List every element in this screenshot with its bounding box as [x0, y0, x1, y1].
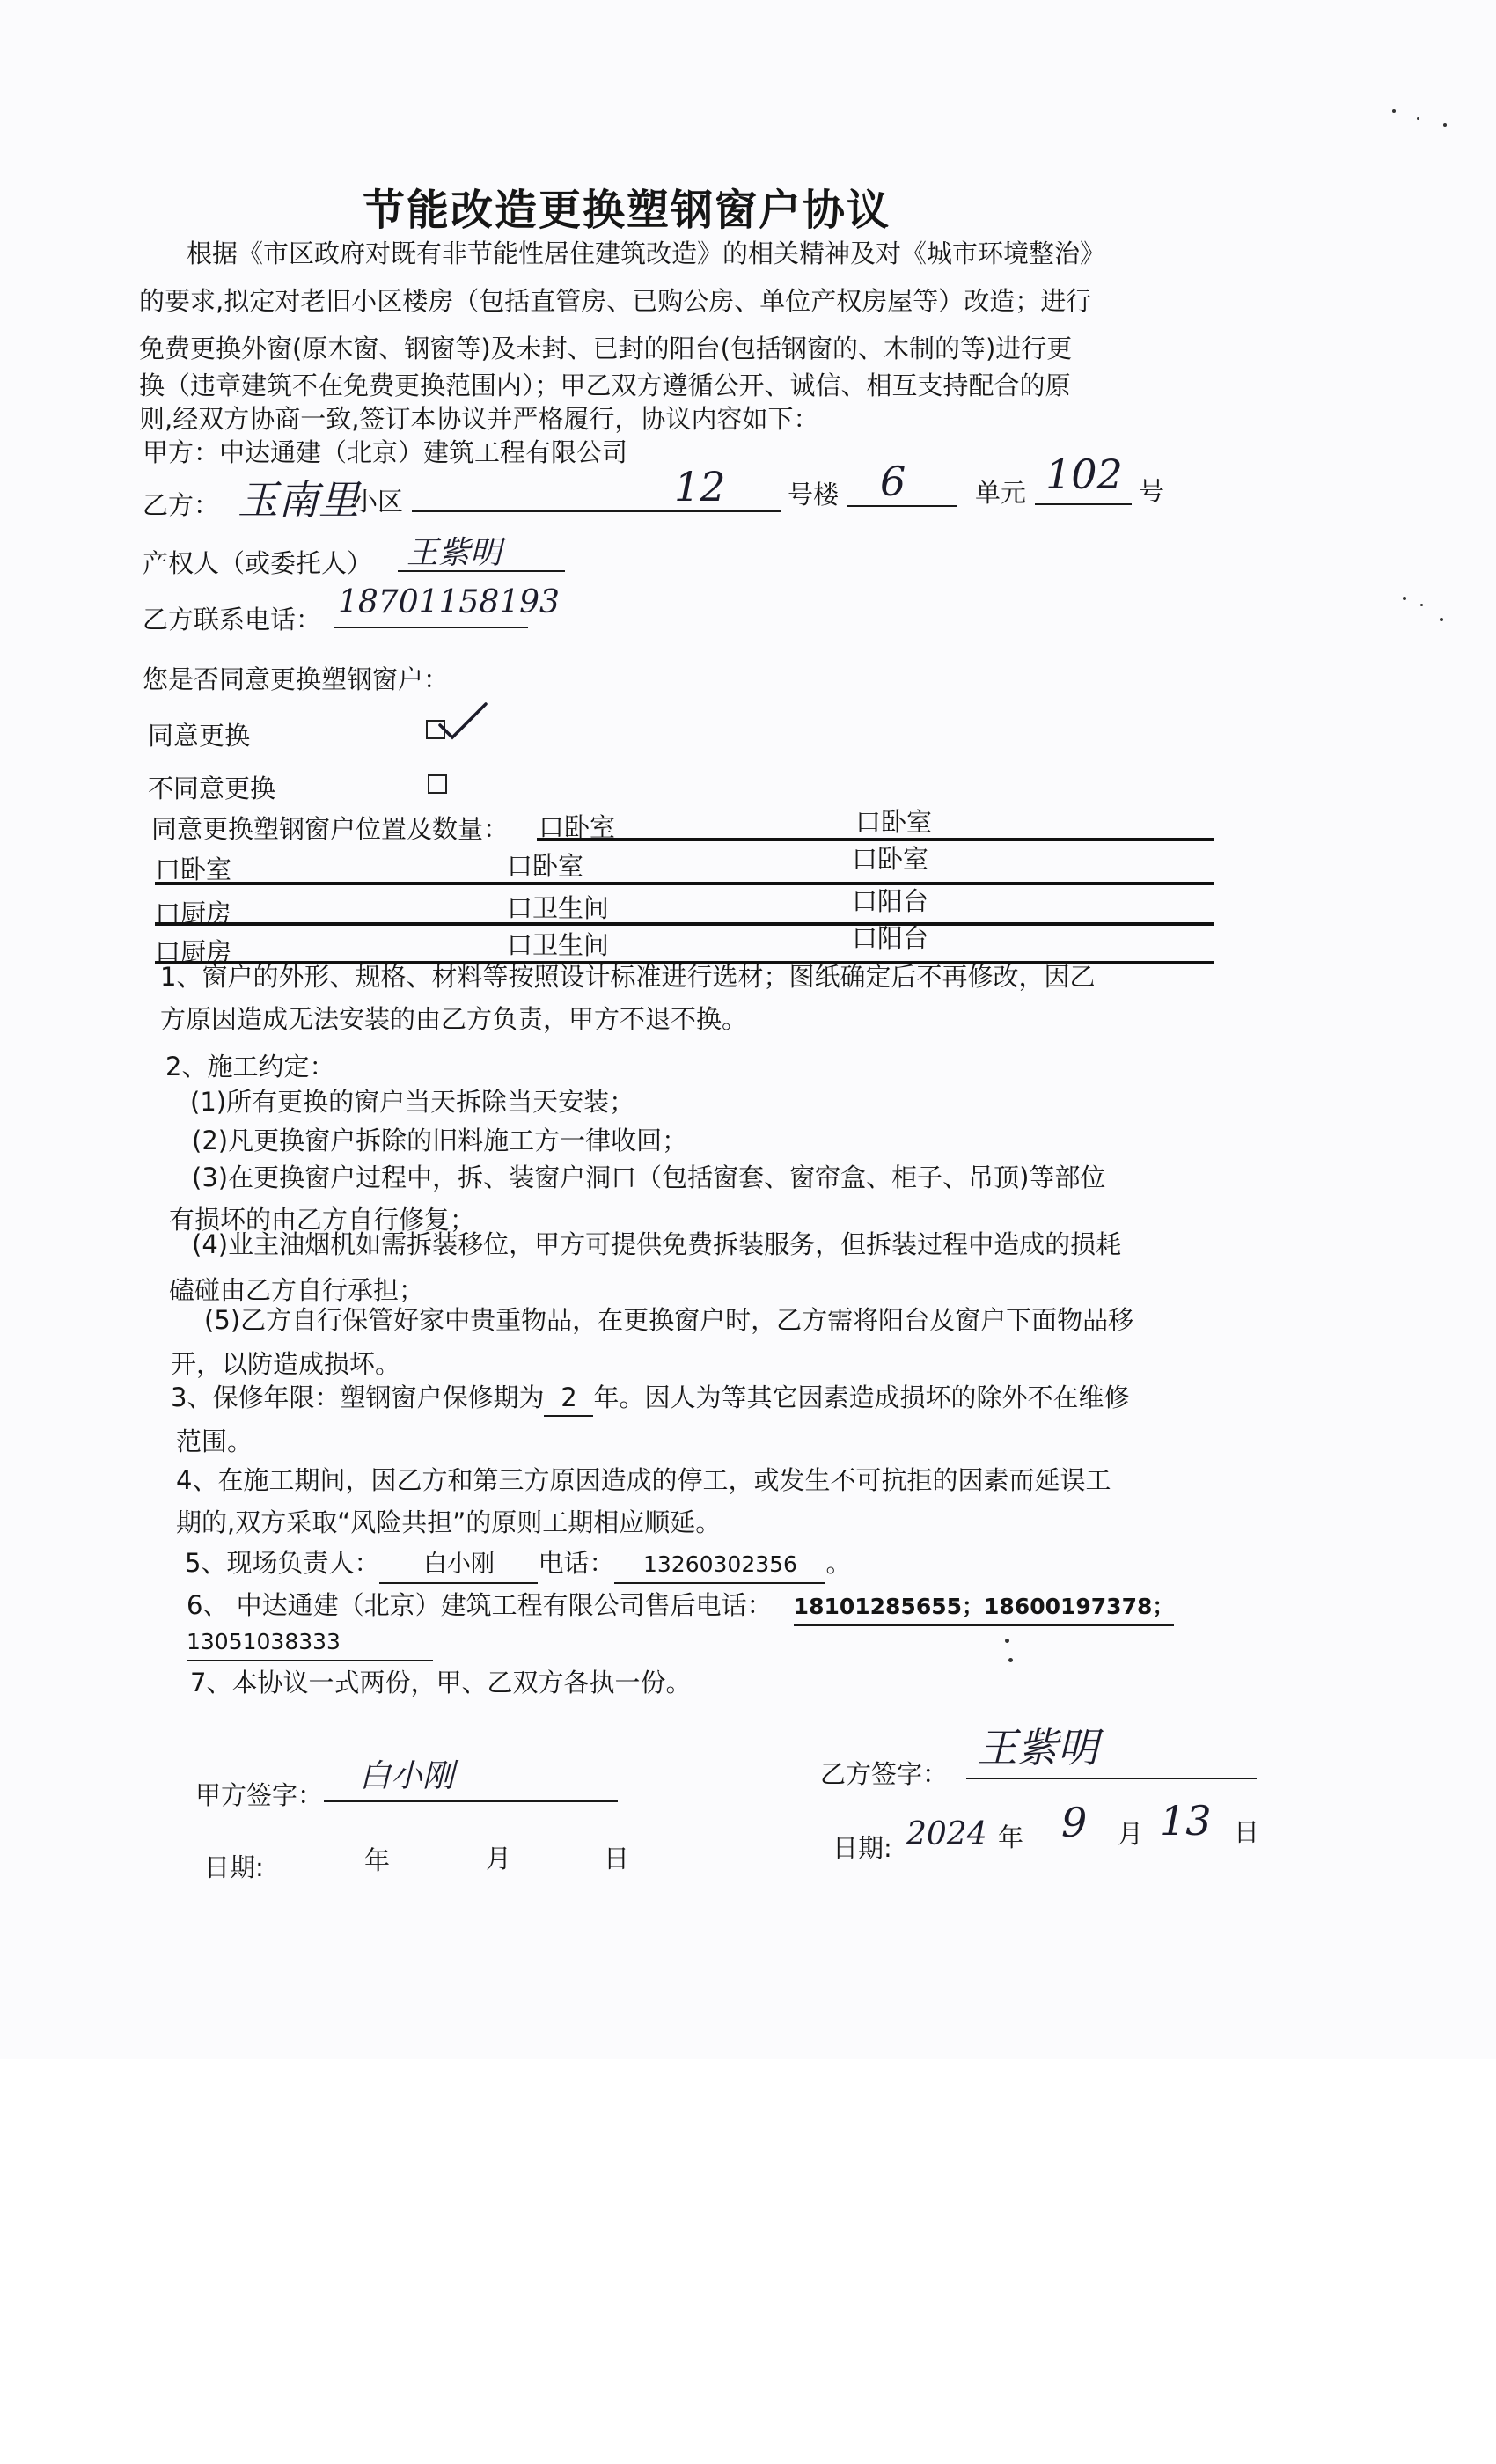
scan-speck [1392, 109, 1396, 113]
clause-5-end: 。 [825, 1548, 852, 1578]
position-cell: 口卫生间 [507, 930, 610, 960]
scan-speck [1005, 1639, 1009, 1643]
party-b-date-year: 年 [998, 1822, 1024, 1852]
clause-3-cont: 范围。 [176, 1426, 253, 1456]
party-a: 甲方：中达通建（北京）建筑工程有限公司 [143, 437, 628, 467]
party-a-date-month: 月 [486, 1844, 512, 1874]
party-b-date-label: 日期: [832, 1833, 892, 1863]
scan-speck [1008, 1658, 1013, 1662]
disagree-checkbox[interactable] [428, 774, 449, 794]
clause-4: 4、在施工期间，因乙方和第三方原因造成的停工，或发生不可抗拒的因素而延误工 [176, 1465, 1111, 1495]
clause-2-5: (5)乙方自行保管好家中贵重物品，在更换窗户时，乙方需将阳台及窗户下面物品移 [204, 1305, 1134, 1335]
checkbox-icon [428, 774, 447, 794]
intro-line: 根据《市区政府对既有非节能性居住建筑改造》的相关精神及对《城市环境整治》 [187, 238, 1106, 268]
position-cell: 口卫生间 [507, 893, 610, 923]
site-manager-name: 白小刚 [379, 1547, 538, 1584]
party-a-date-year: 年 [364, 1845, 391, 1875]
room-number: 102 [1045, 451, 1123, 498]
party-a-sign-label: 甲方签字： [195, 1780, 324, 1810]
site-manager-phone-label: 电话： [538, 1548, 615, 1578]
party-b-date-day: 日 [1234, 1817, 1260, 1847]
position-cell: 口卧室 [539, 812, 616, 842]
position-cell: 口厨房 [155, 898, 232, 928]
intro-line: 的要求,拟定对老旧小区楼房（包括直管房、已购公房、单位产权房屋等）改造；进行 [139, 286, 1092, 316]
owner-handwritten: 王紫明 [407, 535, 502, 571]
party-b-signature: 王紫明 [977, 1724, 1098, 1771]
disagree-label: 不同意更换 [148, 774, 276, 803]
aftersales-phone-3: 13051038333 [187, 1624, 433, 1661]
clause-3-pre: 3、保修年限：塑钢窗户保修期为 [171, 1382, 545, 1412]
clause-2-3-cont: 有损坏的由乙方自行修复； [169, 1205, 476, 1235]
unit-underline [847, 505, 957, 507]
clause-2-5-cont: 开，以防造成损坏。 [171, 1349, 401, 1379]
aftersales-label: 6、 中达通建（北京）建筑工程有限公司售后电话： [187, 1590, 773, 1620]
phone-label: 乙方联系电话： [143, 605, 322, 634]
community-suffix: 小区 [352, 487, 404, 517]
clause-2-4: (4)业主油烟机如需拆装移位，甲方可提供免费拆装服务，但拆装过程中造成的损耗 [192, 1229, 1122, 1259]
clause-2-1: (1)所有更换的窗户当天拆除当天安装； [190, 1087, 635, 1117]
party-a-sign-line [324, 1800, 618, 1802]
party-b-date-month: 月 [1118, 1819, 1144, 1849]
position-cell: 口卧室 [852, 844, 929, 874]
building-underline [412, 510, 781, 512]
checkmark-icon [436, 700, 489, 743]
document-title: 节能改造更换塑钢窗户协议 [363, 186, 891, 235]
clause-3-post: 年。因人为等其它因素造成损坏的除外不在维修 [593, 1382, 1130, 1412]
site-manager-label: 5、现场负责人： [185, 1548, 380, 1578]
party-b-date-year-value: 2024 [906, 1816, 987, 1852]
clause-4-cont: 期的,双方采取“风险共担”的原则工期相应顺延。 [176, 1507, 722, 1537]
room-label: 号 [1139, 476, 1165, 506]
unit-number: 6 [880, 458, 906, 505]
consent-question: 您是否同意更换塑钢窗户： [143, 664, 450, 694]
position-cell: 口卧室 [507, 851, 584, 881]
agree-label: 同意更换 [148, 721, 251, 751]
unit-label: 单元 [975, 478, 1027, 508]
position-cell: 口阳台 [852, 886, 929, 916]
positions-rule [155, 882, 1214, 885]
clause-2-2: (2)凡更换窗户拆除的旧料施工方一律收回； [192, 1126, 688, 1155]
scan-speck [1440, 618, 1443, 621]
clause-6 [187, 1588, 1174, 1626]
clause-2-3: (3)在更换窗户过程中，拆、装窗户洞口（包括窗套、窗帘盒、柜子、吊顶)等部位 [192, 1162, 1106, 1192]
building-number: 12 [674, 463, 726, 510]
room-underline [1035, 503, 1132, 505]
scan-speck [1420, 604, 1423, 606]
scan-speck [1403, 597, 1406, 600]
party-a-date-day: 日 [604, 1844, 630, 1874]
phone-handwritten: 18701158193 [338, 584, 560, 620]
site-manager-phone: 13260302356 [614, 1547, 825, 1584]
clause-1-cont: 方原因造成无法安装的由乙方负责，甲方不退不换。 [160, 1004, 748, 1034]
intro-line: 免费更换外窗(原木窗、钢窗等)及未封、已封的阳台(包括钢窗的、木制的等)进行更 [139, 334, 1073, 363]
position-cell: 口厨房 [155, 937, 232, 967]
building-label: 号楼 [788, 480, 840, 510]
position-cell: 口阳台 [852, 923, 929, 953]
party-b-label: 乙方： [143, 490, 220, 520]
scan-speck [1417, 117, 1419, 120]
clause-7: 7、本协议一式两份，甲、乙双方各执一份。 [190, 1668, 692, 1698]
owner-label: 产权人（或委托人） [143, 548, 373, 578]
party-b-date-month-value: 9 [1061, 1799, 1088, 1846]
party-a-date-label: 日期: [204, 1852, 264, 1882]
party-b-date-day-value: 13 [1160, 1797, 1212, 1844]
party-a-signature: 白小刚 [359, 1758, 455, 1794]
clause-2: 2、施工约定： [165, 1052, 335, 1082]
clause-2-4-cont: 磕碰由乙方自行承担； [169, 1275, 425, 1305]
aftersales-phones: 18101285655；18600197378； [794, 1589, 1175, 1626]
clause-1: 1、窗户的外形、规格、材料等按照设计标准进行选材；图纸确定后不再修改，因乙 [160, 962, 1096, 992]
party-b-community-handwritten: 玉南里 [238, 476, 359, 524]
phone-underline [334, 627, 528, 628]
position-cell: 口卧室 [155, 854, 232, 884]
warranty-years: 2 [544, 1380, 593, 1417]
position-cell: 口卧室 [855, 807, 933, 837]
clause-5 [185, 1545, 851, 1584]
scan-speck [1443, 123, 1447, 127]
party-b-sign-label: 乙方签字： [820, 1759, 949, 1789]
positions-rule [155, 922, 1214, 926]
clause-3 [171, 1380, 1129, 1417]
positions-label: 同意更换塑钢窗户位置及数量： [151, 814, 510, 844]
party-b-sign-line [966, 1778, 1257, 1779]
intro-line: 换（违章建筑不在免费更换范围内）；甲乙双方遵循公开、诚信、相互支持配合的原 [139, 370, 1071, 400]
intro-line: 则,经双方协商一致,签订本协议并严格履行，协议内容如下： [139, 404, 819, 434]
